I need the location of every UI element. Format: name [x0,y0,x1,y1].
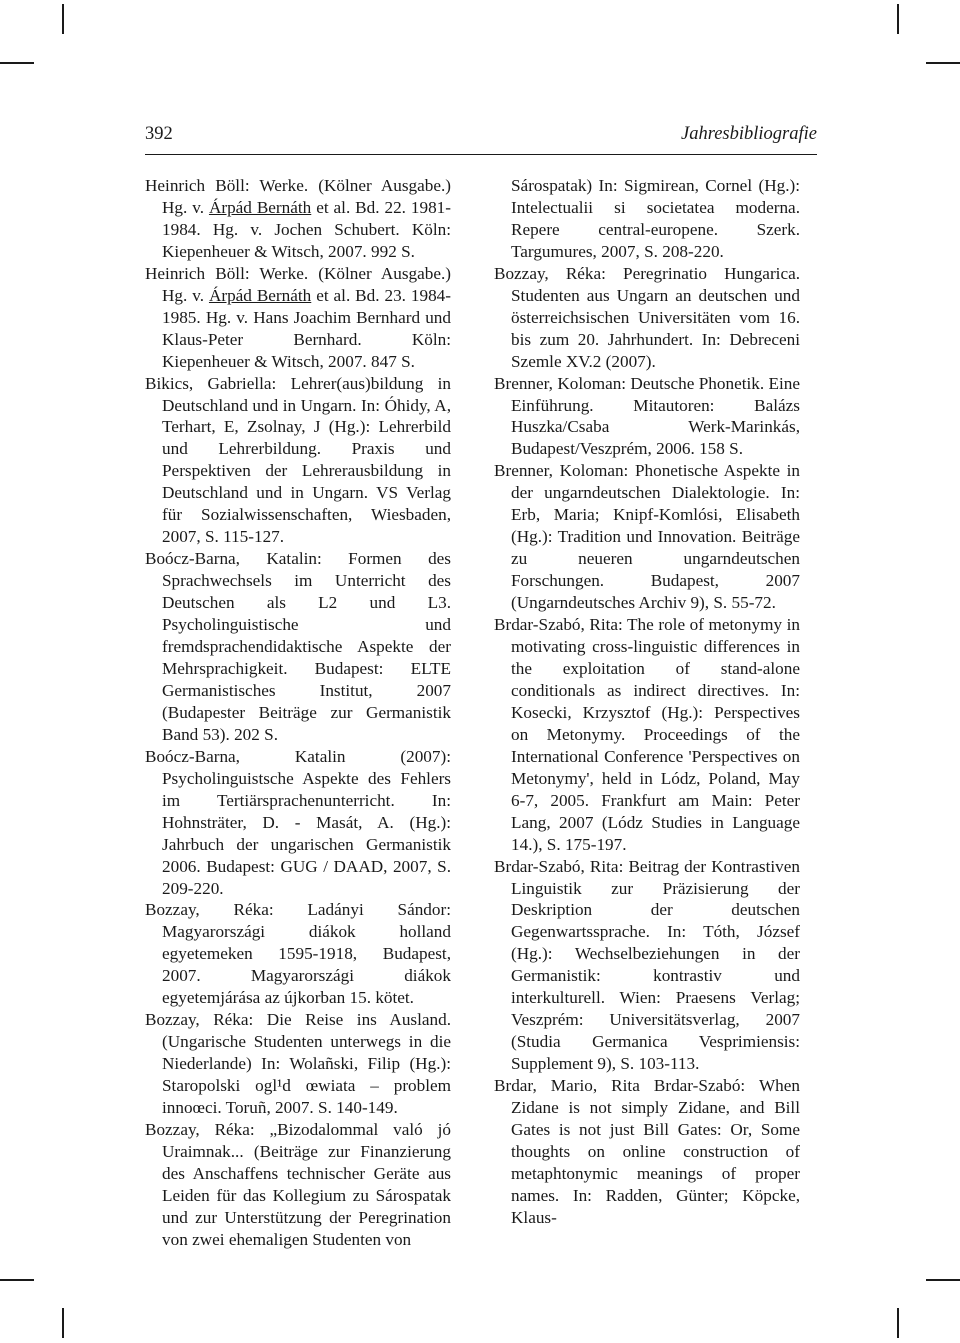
crop-mark [0,62,34,64]
bibliography-entry [145,746,451,900]
entry-text: et al. Bd. 22. 1981-1984. Hg. v. Jochen Schubert. Köln: Kiepenheuer & Witsch, 2007. 992 S. [162,197,451,261]
entry-text: Brdar, Mario, Rita Brdar-Szabó: When Zidane is not simply Zidane, and Bill Gates is not just Bill Gates: Or, Some thoughts on online construction of metaphtonymic meanings of proper names. In: Radden, Günter; Köpcke, Klaus- [494,1076,800,1227]
page-header [145,124,817,145]
entry-text: et al. Bd. 23. 1984-1985. Hg. v. Hans Joachim Bernhard und Klaus-Peter Bernhard. Köln: Kiepenheuer & Witsch, 2007. 847 S. [162,285,451,371]
bibliography-entry [145,548,451,746]
crop-mark [0,1279,34,1281]
bibliography-entry [494,460,800,614]
entry-text: Brenner, Koloman: Phonetische Aspekte in der ungarndeutschen Dialektologie. In: Erb, Maria; Knipf-Komlósi, Elisabeth (Hg.): Tradition und Innovation. Beiträge zu neueren ungarndeutschen Forschungen. Budapest, 2007 (Ungarndeutsches Archiv 9), S. 55-72. [494,461,800,613]
bibliography-entry [145,899,451,1009]
crop-mark [926,1279,960,1281]
page-number: 392 [145,124,173,144]
entry-text: Boócz-Barna, Katalin: Formen des Sprachwechsels im Unterricht des Deutschen als L2 und L3. Psycholinguistische und fremdsprachendidaktische Aspekte der Mehrsprachigkeit. Budapest: ELTE Germanistisches Institut, 2007 (Budapester Beiträge zur Germanistik Band 53). 202 S. [145,549,451,744]
bibliography-entry [494,614,800,855]
running-title: Jahresbibliografie [681,124,817,144]
bibliography-entry [494,373,800,461]
entry-text: Boócz-Barna, Katalin (2007): Psycholinguistsche Aspekte des Fehlers im Tertiärsprachenunterricht. In: Hohnsträter, D. - Masát, A. (Hg.): Jahrbuch der ungarischen Germanistik 2006. Budapest: GUG / DAAD, 2007, S. 209-220. [145,746,451,898]
entry-text: Bozzay, Réka: Die Reise ins Ausland. (Ungarische Studenten unterwegs in die Niederlande) In: Wolañski, Filip (Hg.): Staropolski ogl¹d œwiata – problem innoœci. Toruñ, 2007. S. 140-149. [145,1010,451,1118]
bibliography-entry [145,175,451,263]
crop-mark [897,4,899,34]
entry-text: Bozzay, Réka: Peregrinatio Hungarica. Studenten aus Ungarn an deutschen und österreichsischen Universitäten vom 16. bis zum 20. Jahrhundert. In: Debreceni Szemle XV.2 (2007). [494,263,800,371]
bibliography-entry [494,1075,800,1229]
crop-mark [897,1308,899,1338]
crop-mark [926,62,960,64]
bibliography-entry [145,1009,451,1119]
entry-text: Bikics, Gabriella: Lehrer(aus)bildung in Deutschland und in Ungarn. In: Óhidy, A, Terhart, E, Zsolnay, J (Hg.): Lehrerbild und Lehrerbildung. Praxis und Perspektiven der Lehrerausbildung in Deutschland und in Ungarn. VS Verlag für Sozialwissenschaften, Wiesbaden, 2007, S. 115-127. [145,373,451,547]
entry-text: Bozzay, Réka: „Bizodalommal való jó Uraimnak... (Beiträge zur Finanzierung des Anschaffens technischer Geräte aus Leiden für das Kollegium zu Sárospatak und zur Unterstützung der Peregrination von zwei ehemaligen Studenten von [145,1119,451,1249]
bibliography-entry [494,856,800,1076]
crop-mark [62,4,64,34]
entry-text: Brenner, Koloman: Deutsche Phonetik. Eine Einführung. Mitautoren: Balázs Huszka/Csaba Werk-Marinkás, Budapest/Veszprém, 2006. 158 S. [494,373,800,459]
left-column [145,175,451,1251]
entry-text: Brdar-Szabó, Rita: The role of metonymy in motivating cross-linguistic differences in the exploitation of stand-alone conditionals as indirect directives. In: Kosecki, Krzysztof (Hg.): Perspectives on Metonymy. Proceedings of the International Conference 'Perspectives on Metonymy', held in Lódz, Poland, May 6-7, 2005. Frankfurt am Main: Peter Lang, 2007 (Lódz Studies in Language 14.), S. 175-197. [494,615,800,854]
entry-text: Heinrich Böll: Werke. (Kölner Ausgabe.) Hg. v. [145,176,451,217]
bibliography-entry [145,373,451,549]
crop-mark [62,1308,64,1338]
entry-text: Heinrich Böll: Werke. (Kölner Ausgabe.) Hg. v. [145,263,451,305]
continued-entry: Sárospatak) In: Sigmirean, Cornel (Hg.): Intelectualii si societatea moderna. Repere central-europene. Szerk. Targumures, 2007, S. 208-220. [511,176,800,261]
editor-name: Árpád Bernáth [208,285,312,305]
right-column [494,175,800,1229]
bibliography-entry [145,1119,451,1251]
entry-text: Brdar-Szabó, Rita: Beitrag der Kontrastiven Linguistik zur Präzisierung der Deskription der deutschen Gegenwartssprache. In: Tóth, József (Hg.): Wechselbeziehungen in der Germanistik: kontrastiv und interkulturell. Wien: Praesens Verlag; Veszprém: Universitätsverlag, 2007 (Studia Germanica Vesprimiensis: Supplement 9), S. 103-113. [494,856,800,1074]
bibliography-entry [145,263,451,373]
editor-name: Árpád Bernáth [208,197,312,217]
header-rule [145,154,817,155]
bibliography-entry [494,263,800,373]
entry-text: Bozzay, Réka: Ladányi Sándor: Magyarországi diákok holland egyetemeken 1595-1918, Budapest, 2007. Magyarországi diákok egyetemjárása az újkorban 15. kötet. [145,900,451,1008]
